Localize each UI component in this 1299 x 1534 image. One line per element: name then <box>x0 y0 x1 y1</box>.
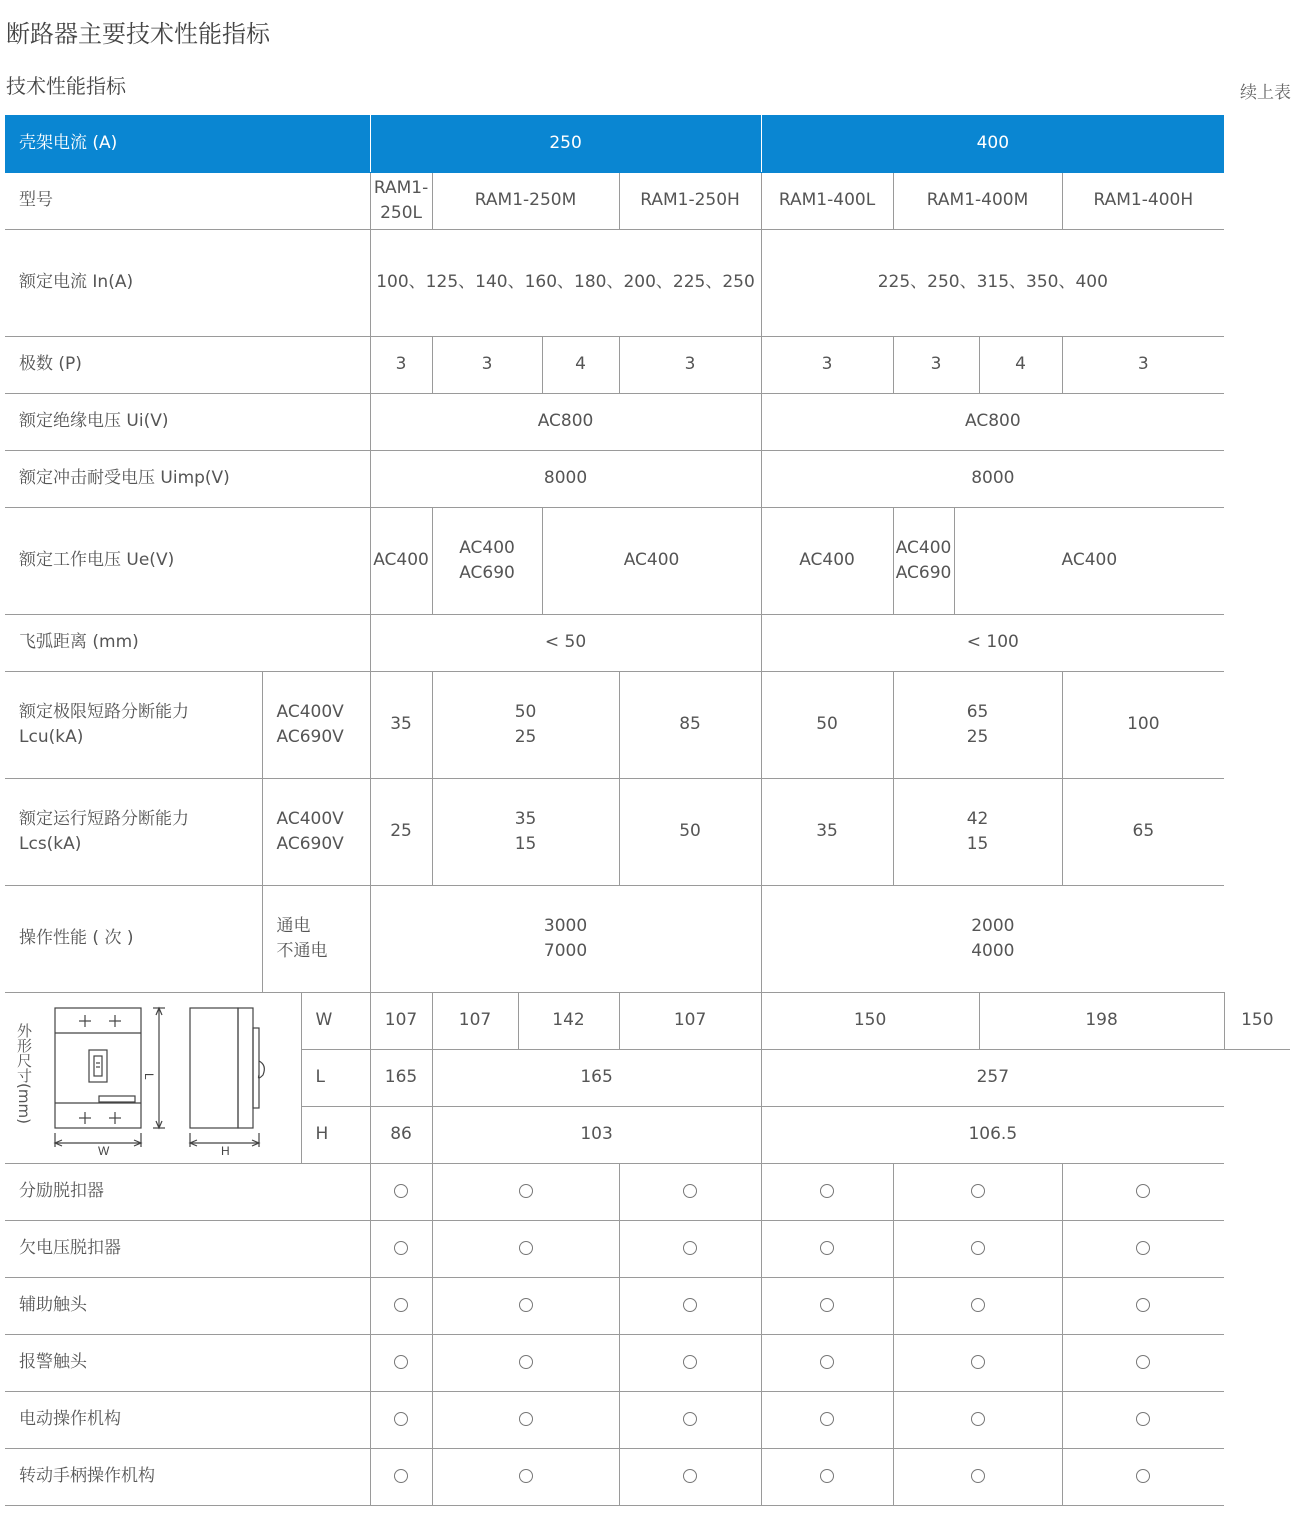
sub-line: 通电 <box>276 915 311 936</box>
frame-400-header: 400 <box>761 115 1224 172</box>
value-cell: 35 <box>761 778 893 885</box>
optional-circle-icon <box>1136 1184 1150 1198</box>
dimension-w-row <box>5 992 1290 1049</box>
option-cell <box>619 1391 761 1448</box>
insulation-voltage-row <box>5 393 1290 450</box>
value-cell: 107 <box>370 992 432 1049</box>
value-cell: 65 <box>1062 778 1224 885</box>
option-cell <box>432 1334 619 1391</box>
section-title: 技术性能指标 <box>6 74 126 98</box>
lcs-row <box>5 778 1290 885</box>
model-cell: RAM1-250L <box>370 172 432 229</box>
value-cell: 165 <box>370 1049 432 1106</box>
option-cell <box>619 1277 761 1334</box>
option-cell <box>370 1220 432 1277</box>
optional-circle-icon <box>394 1241 408 1255</box>
accessory-row <box>5 1163 1290 1220</box>
option-cell <box>761 1163 893 1220</box>
row-label: 转动手柄操作机构 <box>5 1448 370 1505</box>
label-line: 额定极限短路分断能力 <box>19 701 189 722</box>
value-cell <box>893 671 1062 778</box>
optional-circle-icon <box>519 1298 533 1312</box>
value-cell: 257 <box>761 1049 1224 1106</box>
optional-circle-icon <box>971 1298 985 1312</box>
value-cell: 4 <box>542 336 619 393</box>
value-line: 35 <box>514 808 537 829</box>
option-cell <box>370 1391 432 1448</box>
value-cell: AC400 <box>761 507 893 614</box>
optional-circle-icon <box>971 1241 985 1255</box>
optional-circle-icon <box>1136 1355 1150 1369</box>
optional-circle-icon <box>820 1241 834 1255</box>
option-cell <box>761 1391 893 1448</box>
option-cell <box>893 1220 1062 1277</box>
optional-circle-icon <box>519 1241 533 1255</box>
option-cell <box>893 1391 1062 1448</box>
diagram-l-label: L <box>142 1072 156 1080</box>
option-cell <box>1062 1220 1224 1277</box>
row-label: 型号 <box>5 172 370 229</box>
value-cell <box>432 507 542 614</box>
optional-circle-icon <box>971 1184 985 1198</box>
value-line: 15 <box>514 833 537 854</box>
value-cell: 3 <box>432 336 542 393</box>
value-cell: 150 <box>761 992 979 1049</box>
row-label: 额定工作电压 Ue(V) <box>5 507 370 614</box>
dimension-label: 外形尺寸(mm) <box>15 1022 33 1124</box>
dim-sub-label: H <box>301 1106 370 1163</box>
label-line: Lcu(kA) <box>19 726 84 747</box>
optional-circle-icon <box>683 1412 697 1426</box>
option-cell <box>1062 1163 1224 1220</box>
option-cell <box>432 1220 619 1277</box>
row-label: 飞弧距离 (mm) <box>5 614 370 671</box>
optional-circle-icon <box>1136 1412 1150 1426</box>
value-line: 50 <box>514 701 537 722</box>
optional-circle-icon <box>519 1412 533 1426</box>
value-cell <box>370 885 761 992</box>
row-label: 电动操作机构 <box>5 1391 370 1448</box>
value-cell: < 100 <box>761 614 1224 671</box>
optional-circle-icon <box>1136 1298 1150 1312</box>
frame-header-row <box>5 115 1290 172</box>
value-cell: 150 <box>1224 992 1290 1049</box>
value-cell: 3 <box>893 336 979 393</box>
optional-circle-icon <box>519 1469 533 1483</box>
sub-label <box>262 778 370 885</box>
sub-line: AC400V <box>276 701 344 722</box>
optional-circle-icon <box>519 1355 533 1369</box>
value-line: 3000 <box>543 915 588 936</box>
optional-circle-icon <box>1136 1469 1150 1483</box>
value-cell: 35 <box>370 671 432 778</box>
row-label: 报警触头 <box>5 1334 370 1391</box>
value-line: AC690 <box>459 562 515 583</box>
sub-line: AC690V <box>276 726 344 747</box>
model-cell: RAM1-250H <box>619 172 761 229</box>
value-cell: 3 <box>370 336 432 393</box>
optional-circle-icon <box>820 1355 834 1369</box>
value-cell: 3 <box>1062 336 1224 393</box>
value-cell: 142 <box>518 992 619 1049</box>
value-cell: AC400 <box>370 507 432 614</box>
sub-label <box>262 885 370 992</box>
value-cell: 198 <box>979 992 1224 1049</box>
option-cell <box>619 1163 761 1220</box>
diagram-h-label: H <box>221 1143 230 1158</box>
option-cell <box>432 1448 619 1505</box>
sub-line: 不通电 <box>276 940 328 961</box>
row-label: 额定绝缘电压 Ui(V) <box>5 393 370 450</box>
accessory-row <box>5 1334 1290 1391</box>
option-cell <box>1062 1277 1224 1334</box>
value-cell <box>893 778 1062 885</box>
value-cell: 106.5 <box>761 1106 1224 1163</box>
frame-current-label: 壳架电流 (A) <box>5 115 370 172</box>
option-cell <box>619 1448 761 1505</box>
option-cell <box>619 1220 761 1277</box>
lcu-row <box>5 671 1290 778</box>
operation-row <box>5 885 1290 992</box>
operating-voltage-row <box>5 507 1290 614</box>
option-cell <box>761 1334 893 1391</box>
arc-distance-row <box>5 614 1290 671</box>
option-cell <box>432 1391 619 1448</box>
value-cell <box>432 671 619 778</box>
value-cell: 103 <box>432 1106 761 1163</box>
option-cell <box>761 1220 893 1277</box>
value-cell: 85 <box>619 671 761 778</box>
value-cell: 100、125、140、160、180、200、225、250 <box>370 229 761 336</box>
accessory-row <box>5 1448 1290 1505</box>
optional-circle-icon <box>683 1469 697 1483</box>
breaker-dimension-diagram <box>5 993 301 1163</box>
frame-250-header: 250 <box>370 115 761 172</box>
row-label: 极数 (P) <box>5 336 370 393</box>
row-label: 辅助触头 <box>5 1277 370 1334</box>
dim-sub-label: W <box>301 992 370 1049</box>
optional-circle-icon <box>1136 1241 1150 1255</box>
optional-circle-icon <box>683 1355 697 1369</box>
value-cell: 165 <box>432 1049 761 1106</box>
option-cell <box>893 1277 1062 1334</box>
optional-circle-icon <box>820 1469 834 1483</box>
value-cell: 8000 <box>370 450 761 507</box>
model-cell: RAM1-400M <box>893 172 1062 229</box>
row-label: 额定冲击耐受电压 Uimp(V) <box>5 450 370 507</box>
option-cell <box>1062 1334 1224 1391</box>
sub-label <box>262 671 370 778</box>
option-cell <box>1062 1391 1224 1448</box>
value-line: 2000 <box>971 915 1015 936</box>
option-cell <box>761 1448 893 1505</box>
optional-circle-icon <box>683 1241 697 1255</box>
sub-line: AC690V <box>276 833 344 854</box>
optional-circle-icon <box>683 1184 697 1198</box>
value-cell: AC800 <box>370 393 761 450</box>
option-cell <box>893 1334 1062 1391</box>
value-cell: 107 <box>619 992 761 1049</box>
value-cell: 86 <box>370 1106 432 1163</box>
value-cell <box>432 778 619 885</box>
option-cell <box>432 1163 619 1220</box>
value-cell: AC800 <box>761 393 1224 450</box>
optional-circle-icon <box>394 1355 408 1369</box>
value-cell: AC400 <box>954 507 1224 614</box>
value-line: AC400 <box>459 537 515 558</box>
optional-circle-icon <box>971 1469 985 1483</box>
value-cell <box>893 507 954 614</box>
option-cell <box>619 1334 761 1391</box>
value-cell <box>761 885 1224 992</box>
optional-circle-icon <box>519 1184 533 1198</box>
value-cell: 50 <box>761 671 893 778</box>
model-cell: RAM1-400L <box>761 172 893 229</box>
sub-line: AC400V <box>276 808 344 829</box>
value-line: 15 <box>966 833 989 854</box>
option-cell <box>1062 1448 1224 1505</box>
option-cell <box>370 1334 432 1391</box>
row-label: 分励脱扣器 <box>5 1163 370 1220</box>
value-cell: 107 <box>432 992 518 1049</box>
value-line: 4000 <box>971 940 1015 961</box>
row-label: 额定电流 In(A) <box>5 229 370 336</box>
optional-circle-icon <box>394 1298 408 1312</box>
optional-circle-icon <box>820 1298 834 1312</box>
option-cell <box>370 1163 432 1220</box>
accessory-row <box>5 1277 1290 1334</box>
value-cell: AC400 <box>542 507 761 614</box>
optional-circle-icon <box>394 1412 408 1426</box>
option-cell <box>893 1163 1062 1220</box>
label-line: Lcs(kA) <box>19 833 82 854</box>
value-line: 42 <box>966 808 989 829</box>
row-label: 欠电压脱扣器 <box>5 1220 370 1277</box>
value-line: AC690 <box>895 562 952 583</box>
value-line: 7000 <box>543 940 588 961</box>
dim-sub-label: L <box>301 1049 370 1106</box>
dimension-diagram-cell <box>5 992 301 1163</box>
value-line: AC400 <box>895 537 952 558</box>
option-cell <box>432 1277 619 1334</box>
page-title: 断路器主要技术性能指标 <box>6 20 270 48</box>
model-cell: RAM1-400H <box>1062 172 1224 229</box>
value-cell: 50 <box>619 778 761 885</box>
accessory-row <box>5 1391 1290 1448</box>
optional-circle-icon <box>394 1184 408 1198</box>
option-cell <box>370 1277 432 1334</box>
value-cell: 3 <box>619 336 761 393</box>
optional-circle-icon <box>394 1469 408 1483</box>
value-line: 25 <box>966 726 989 747</box>
value-cell: 100 <box>1062 671 1224 778</box>
optional-circle-icon <box>820 1184 834 1198</box>
optional-circle-icon <box>971 1355 985 1369</box>
value-line: 65 <box>966 701 989 722</box>
poles-row <box>5 336 1290 393</box>
optional-circle-icon <box>820 1412 834 1426</box>
diagram-w-label: W <box>98 1143 110 1158</box>
row-label <box>5 671 262 778</box>
model-row <box>5 172 1290 229</box>
value-cell: 225、250、315、350、400 <box>761 229 1224 336</box>
accessory-row <box>5 1220 1290 1277</box>
value-line: 25 <box>514 726 537 747</box>
model-cell: RAM1-250M <box>432 172 619 229</box>
row-label <box>5 778 262 885</box>
option-cell <box>370 1448 432 1505</box>
optional-circle-icon <box>683 1298 697 1312</box>
value-cell: 4 <box>979 336 1062 393</box>
continued-label: 续上表 <box>1240 83 1291 103</box>
value-cell: 25 <box>370 778 432 885</box>
value-cell: < 50 <box>370 614 761 671</box>
label-line: 额定运行短路分断能力 <box>19 808 189 829</box>
spec-table <box>5 115 1290 1506</box>
optional-circle-icon <box>971 1412 985 1426</box>
row-label: 操作性能 ( 次 ) <box>5 885 262 992</box>
value-cell: 3 <box>761 336 893 393</box>
option-cell <box>761 1277 893 1334</box>
rated-current-row <box>5 229 1290 336</box>
value-cell: 8000 <box>761 450 1224 507</box>
option-cell <box>893 1448 1062 1505</box>
impulse-voltage-row <box>5 450 1290 507</box>
